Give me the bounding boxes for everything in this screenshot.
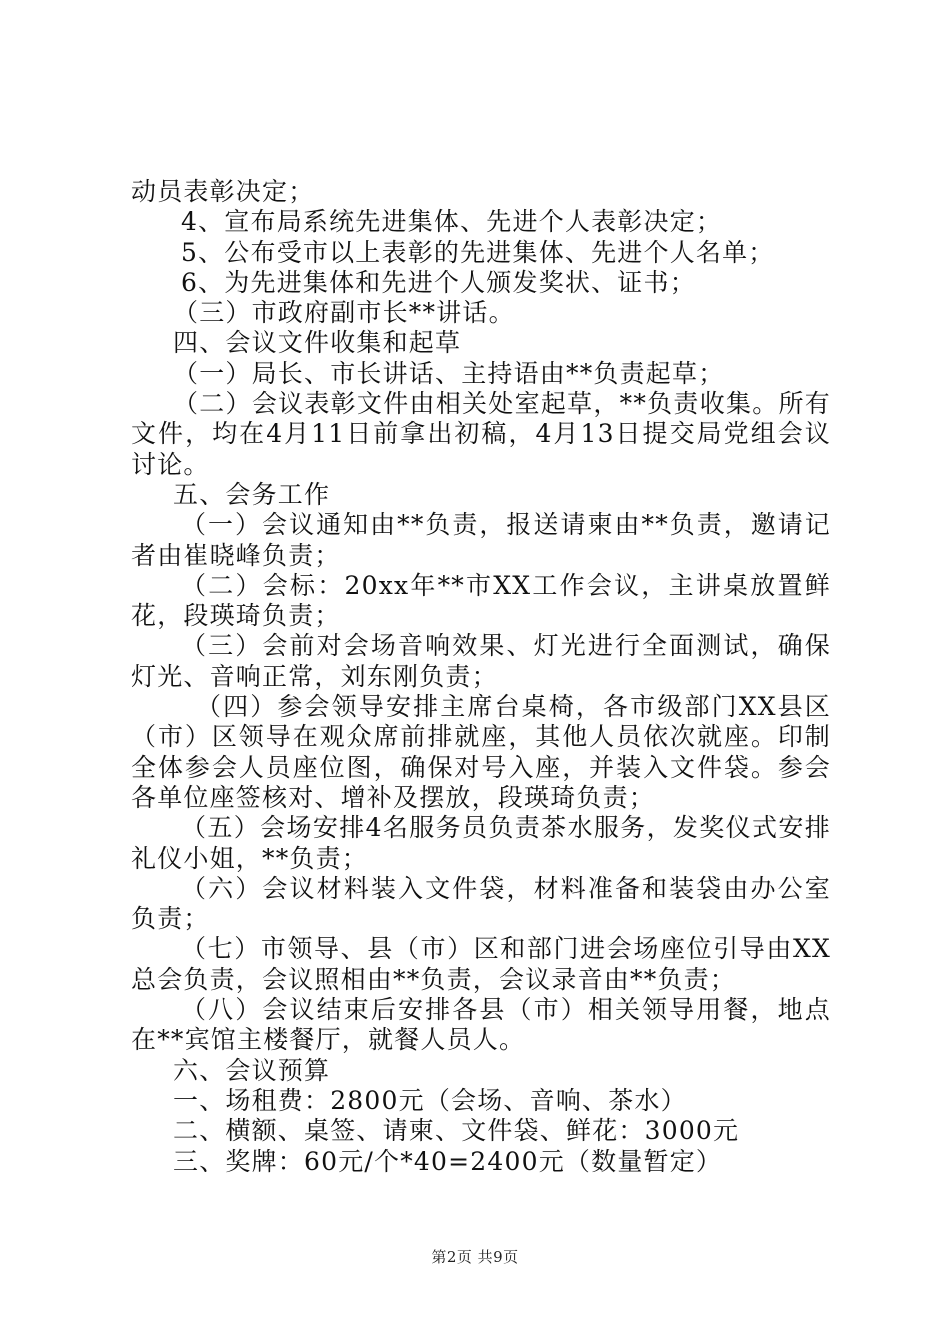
paragraph-continuation: 动员表彰决定； <box>131 177 315 206</box>
section-4-item-2: （二）会议表彰文件由相关处室起草，**负责收集。所有文件，均在4月11日前拿出初稿，4月13日提交局党组会议讨论。 <box>131 389 831 479</box>
sub-item-3-speech: （三）市政府副市长**讲话。 <box>173 298 515 328</box>
section-5-item-7: （七）市领导、县（市）区和部门进会场座位引导由XX总会负责，会议照相由**负责，会议录音由**负责； <box>131 934 831 994</box>
budget-item-1: 一、场租费：2800元（会场、音响、茶水） <box>173 1085 687 1115</box>
list-item-6: 6、为先进集体和先进个人颁发奖状、证书； <box>181 267 696 297</box>
section-5-item-2: （二）会标：20xx年**市XX工作会议，主讲桌放置鲜花，段瑛琦负责； <box>131 570 831 631</box>
list-item-5: 5、公布受市以上表彰的先进集体、先进个人名单； <box>181 237 775 267</box>
section-5-item-8: （八）会议结束后安排各县（市）相关领导用餐，地点在**宾馆主楼餐厅，就餐人员人。 <box>131 995 831 1055</box>
page-number-footer: 第2页 共9页 <box>431 1248 519 1266</box>
section-5-item-1: （一）会议通知由**负责，报送请柬由**负责，邀请记者由崔晓峰负责； <box>131 510 831 570</box>
list-item-4: 4、宣布局系统先进集体、先进个人表彰决定； <box>181 207 723 237</box>
document-body <box>131 177 831 1177</box>
section-4-item-1: （一）局长、市长讲话、主持语由**负责起草； <box>173 358 725 388</box>
budget-item-2: 二、横额、桌签、请柬、文件袋、鲜花：3000元 <box>173 1116 740 1146</box>
section-5-item-3: （三）会前对会场音响效果、灯光进行全面测试，确保灯光、音响正常，刘东刚负责； <box>131 631 831 691</box>
section-5-item-4: （四）参会领导安排主席台桌椅，各市级部门XX县区（市）区领导在观众席前排就座，其他人员依次就座。印制全体参会人员座位图，确保对号入座，并装入文件袋。参会各单位座签核对、增补及摆放，段瑛琦负责； <box>131 692 831 812</box>
section-heading-4: 四、会议文件收集和起草 <box>173 328 462 358</box>
section-5-item-6: （六）会议材料装入文件袋，材料准备和装袋由办公室负责； <box>131 873 831 934</box>
section-heading-6: 六、会议预算 <box>173 1055 331 1085</box>
budget-item-3: 三、奖牌：60元/个*40=2400元（数量暂定） <box>173 1146 723 1176</box>
section-heading-5: 五、会务工作 <box>173 479 331 509</box>
section-5-item-5: （五）会场安排4名服务员负责茶水服务，发奖仪式安排礼仪小姐，**负责； <box>131 813 831 873</box>
